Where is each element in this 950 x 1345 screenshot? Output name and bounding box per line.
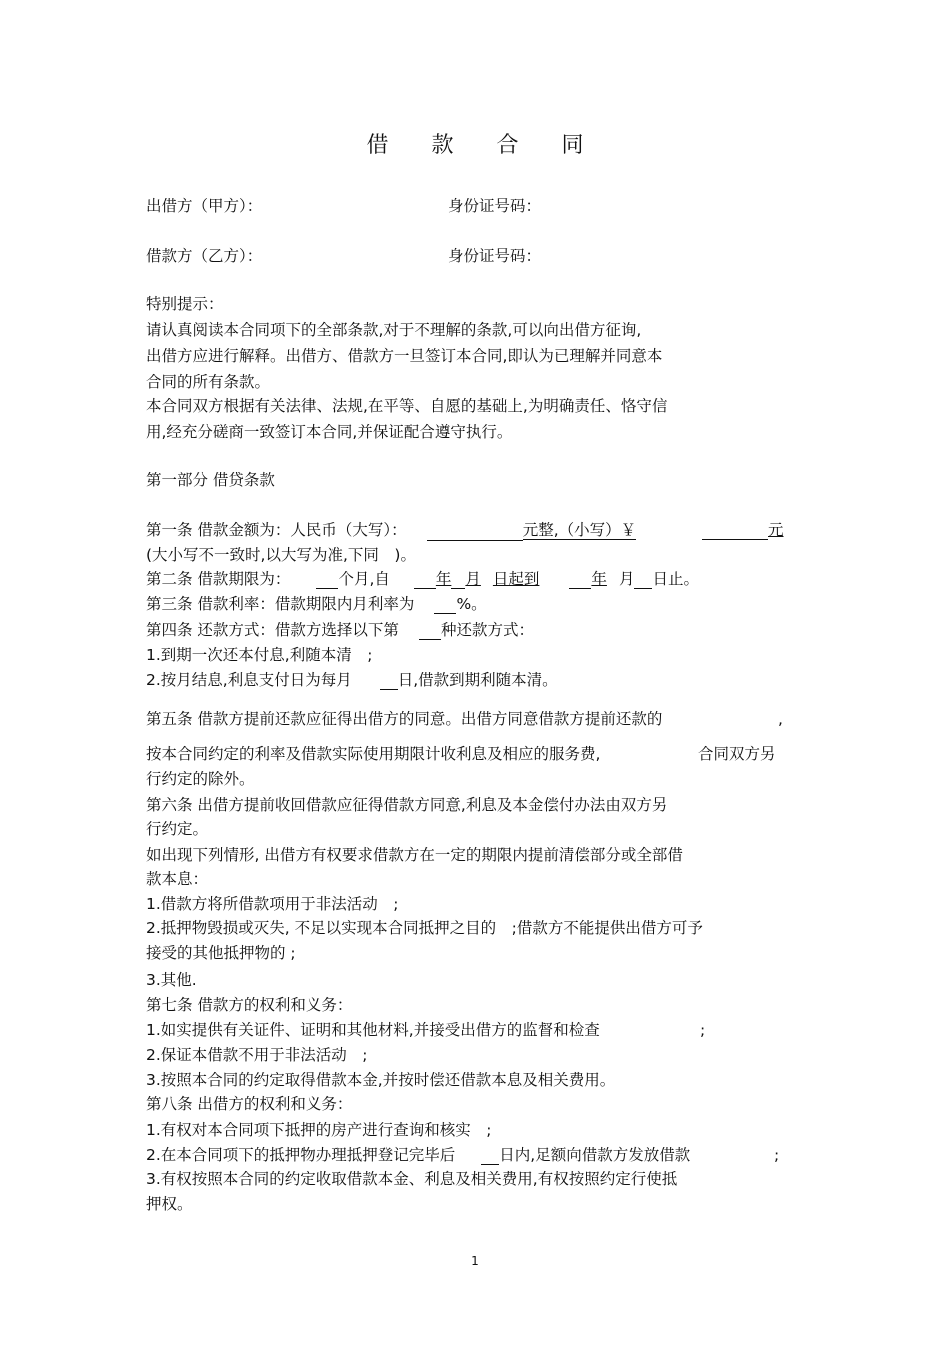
borrower-id-label: 身份证号码： xyxy=(448,247,542,265)
notice-line: 用,经充分磋商一致签订本合同,并保证配合遵守执行。 xyxy=(146,423,513,441)
article-2-text: 第二条 借款期限为： xyxy=(146,570,291,588)
page-number: 1 xyxy=(471,1254,479,1268)
yuan-label: 元 xyxy=(768,521,784,539)
list-item-text: 2.在本合同项下的抵押物办理抵押登记完毕后 xyxy=(146,1146,456,1164)
percent-label: %。 xyxy=(456,595,487,613)
blank-pay-day[interactable] xyxy=(380,673,398,690)
list-item: 3.其他. xyxy=(146,971,197,989)
article-1-note: (大小写不一致时,以大写为准,下同 )。 xyxy=(146,546,416,564)
blank-amount-upper[interactable] xyxy=(427,524,523,541)
list-item: 3.按照本合同的约定取得借款本金,并按时偿还借款本息及相关费用。 xyxy=(146,1071,616,1089)
list-item-text-b: 日内,足额向借款方发放借款 xyxy=(499,1146,691,1164)
list-item: 1.借款方将所借款项用于非法活动 ; xyxy=(146,895,399,913)
list-item: 1.有权对本合同项下抵押的房产进行查询和核实 ; xyxy=(146,1121,492,1139)
article-1-line xyxy=(146,520,636,541)
article-6-line: 款本息： xyxy=(146,870,209,888)
contract-title: 借 款 合 同 xyxy=(366,133,602,158)
article-8-line: 第八条 出借方的权利和义务： xyxy=(146,1095,353,1113)
list-item: 2.抵押物毁损或灭失, 不足以实现本合同抵押之目的 ;借款方不能提供出借方可予 xyxy=(146,919,703,937)
repay-option-1: 1.到期一次还本付息,利随本清 ; xyxy=(146,646,373,664)
blank-months[interactable] xyxy=(316,572,338,589)
list-item-end: ; xyxy=(774,1146,780,1164)
borrower-label: 借款方（乙方）： xyxy=(146,247,263,265)
article-2-line xyxy=(146,569,699,589)
blank-repay-method[interactable] xyxy=(419,623,441,640)
start-day-label: 日起到 xyxy=(492,570,540,588)
article-7-line: 第七条 借款方的权利和义务： xyxy=(146,996,353,1014)
blank-days[interactable] xyxy=(481,1148,499,1165)
article-5-line: 按本合同约定的利率及借款实际使用期限计收利息及相应的服务费, xyxy=(146,745,601,763)
notice-line: 出借方应进行解释。出借方、借款方一旦签订本合同,即认为已理解并同意本 xyxy=(146,347,663,365)
blank-amount-lower[interactable] xyxy=(702,523,768,540)
article-3-line xyxy=(146,594,487,614)
blank-start-year[interactable] xyxy=(414,572,436,589)
article-5-line: 合同双方另 xyxy=(698,745,776,763)
article-1-text: 第一条 借款金额为：人民币（大写）： xyxy=(146,521,407,539)
list-item xyxy=(146,1145,690,1165)
month-label: 月 xyxy=(465,570,481,588)
notice-line: 本合同双方根据有关法律、法规,在平等、自愿的基础上,为明确责任、恪守信 xyxy=(146,397,668,415)
notice-heading: 特别提示： xyxy=(146,295,224,313)
list-item: 2.保证本借款不用于非法活动 ; xyxy=(146,1046,368,1064)
article-6-line: 行约定。 xyxy=(146,820,209,838)
blank-start-month[interactable] xyxy=(451,572,465,589)
part-heading: 第一部分 借贷条款 xyxy=(146,471,275,489)
notice-line: 合同的所有条款。 xyxy=(146,373,271,391)
article-3-text: 第三条 借款利率：借款期限内月利率为 xyxy=(146,595,415,613)
lender-row xyxy=(146,196,262,216)
repay-option-2-text: 2.按月结息,利息支付日为每月 xyxy=(146,671,352,689)
list-item-end: ; xyxy=(700,1021,706,1039)
article-4-text: 第四条 还款方式：借款方选择以下第 xyxy=(146,621,399,639)
notice-line: 请认真阅读本合同项下的全部条款,对于不理解的条款,可以向出借方征询, xyxy=(146,321,642,339)
list-item: 押权。 xyxy=(146,1195,193,1213)
year-label: 年 xyxy=(591,570,607,588)
repay-option-2 xyxy=(146,670,558,690)
article-2-text-b: 个月,自 xyxy=(338,570,390,588)
list-item: 3.有权按照本合同的约定收取借款本金、利息及相关费用,有权按照约定行使抵 xyxy=(146,1170,678,1188)
lender-id-label: 身份证号码： xyxy=(448,197,542,215)
list-item: 1.如实提供有关证件、证明和其他材料,并接受出借方的监督和检查 xyxy=(146,1021,600,1039)
article-6-line: 如出现下列情形, 出借方有权要求借款方在一定的期限内提前清偿部分或全部借 xyxy=(146,846,683,864)
article-5-line: 行约定的除外。 xyxy=(146,770,255,788)
article-6-line: 第六条 出借方提前收回借款应征得借款方同意,利息及本金偿付办法由双方另 xyxy=(146,796,668,814)
month-label: 月 xyxy=(618,570,635,588)
article-4-line xyxy=(146,620,534,640)
year-label: 年 xyxy=(435,570,452,588)
borrower-row xyxy=(146,246,262,266)
end-day-label: 日止。 xyxy=(652,570,699,588)
article-1-small-amount xyxy=(702,520,784,540)
blank-end-year[interactable] xyxy=(569,572,591,589)
article-1-text-b: 元整,（小写）￥ xyxy=(522,521,637,539)
blank-end-month[interactable] xyxy=(634,572,652,589)
article-5-line: 第五条 借款方提前还款应征得出借方的同意。出借方同意借款方提前还款的 xyxy=(146,710,663,728)
lender-label: 出借方（甲方）： xyxy=(146,197,263,215)
article-4-text-b: 种还款方式： xyxy=(440,621,534,639)
repay-option-2-text-b: 日,借款到期利随本清。 xyxy=(397,671,558,689)
article-5-comma: , xyxy=(778,710,783,728)
list-item: 接受的其他抵押物的 ; xyxy=(146,944,296,962)
blank-interest-rate[interactable] xyxy=(434,597,456,614)
